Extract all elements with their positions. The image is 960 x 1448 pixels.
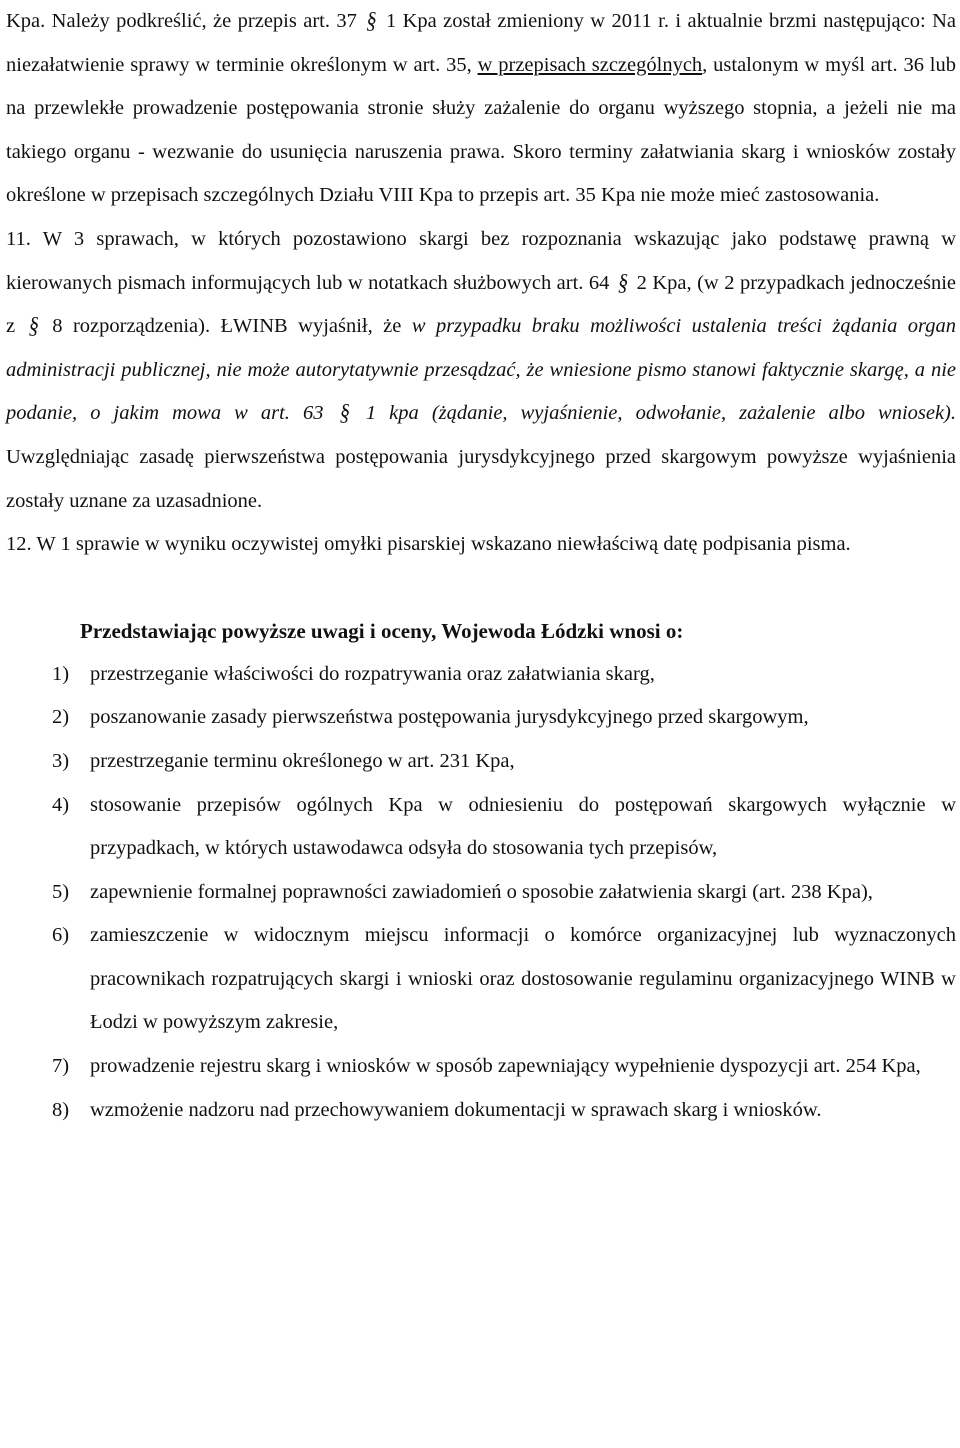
list-item <box>6 740 956 784</box>
document-page <box>6 0 956 1132</box>
list-item-number: 5) <box>52 880 70 903</box>
paragraph-12: 12. W 1 sprawie w wyniku oczywistej omyłki pisarskiej wskazano niewłaściwą datę podpisania pisma. <box>6 533 851 556</box>
section-symbol: § <box>28 313 39 339</box>
list-item-text: wzmożenie nadzoru nad przechowywaniem dokumentacji w sprawach skarg i wniosków. <box>90 1098 822 1121</box>
list-item <box>6 784 956 871</box>
list-item <box>6 1089 956 1133</box>
list-item-number: 3) <box>52 749 70 772</box>
section-symbol: § <box>339 400 350 426</box>
recommendations-list <box>6 653 956 1133</box>
list-item <box>6 871 956 915</box>
list-item-number: 1) <box>52 662 70 685</box>
p2-text-b: 2 Kpa, (w 2 przypadkach jednocześnie z <box>6 271 957 338</box>
list-item <box>6 653 956 697</box>
paragraph-11 <box>6 218 956 523</box>
list-item-text: zamieszczenie w widocznym miejscu informacji o komórce organizacyjnej lub wyznaczonych pracownikach rozpatrujących skargi i wnioski oraz dostosowanie regulaminu organizacyjnego WINB w Łodzi w powyższym zakresie, <box>90 924 956 1034</box>
list-item-text: prowadzenie rejestru skarg i wniosków w sposób zapewniający wypełnienie dyspozycji art. 254 Kpa, <box>90 1055 921 1078</box>
p1-text-a: Kpa. Należy podkreślić, że przepis art. 37 <box>6 10 357 32</box>
list-item-number: 4) <box>52 793 70 816</box>
section-symbol: § <box>366 8 377 34</box>
list-item <box>6 1045 956 1089</box>
p1-underlined-text: w przepisach szczególnych <box>477 53 703 76</box>
conclusions-heading: Przedstawiając powyższe uwagi i oceny, Wojewoda Łódzki wnosi o: <box>80 618 684 643</box>
p1-text-b: 1 Kpa został zmieniony w 2011 r. i aktualnie brzmi następująco: Na niezałatwienie sprawy w terminie określonym w art. 35, <box>6 10 956 76</box>
list-item-text: stosowanie przepisów ogólnych Kpa w odniesieniu do postępowań skargowych wyłącznie w przypadkach, w których ustawodawca odsyła do stosowania tych przepisów, <box>90 793 956 860</box>
spacer <box>6 567 956 610</box>
paragraph-kpa-art-37 <box>6 0 956 218</box>
p2-italic-quote: w przypadku braku możliwości ustalenia treści żądania organ administracji publicznej, nie może autorytatywnie przesądzać, że wniesione pismo stanowi faktycznie skargę, a nie podanie, o jakim mowa w art. 63 <box>6 315 957 425</box>
p2-text-c: 8 rozporządzenia). ŁWINB wyjaśnił, że <box>52 315 402 338</box>
list-item-text: przestrzeganie właściwości do rozpatrywania oraz załatwiania skarg, <box>90 662 655 685</box>
list-item-number: 6) <box>52 924 70 947</box>
list-item <box>6 696 956 740</box>
list-item-text: poszanowanie zasady pierwszeństwa postępowania jurysdykcyjnego przed skargowym, <box>90 706 809 729</box>
p2-text-f: Uwzględniając zasadę pierwszeństwa postępowania jurysdykcyjnego przed skargowym powyższe wyjaśnienia zostały uznane za uzasadnione. <box>6 445 956 512</box>
list-item-text: zapewnienie formalnej poprawności zawiadomień o sposobie załatwienia skargi (art. 238 Kpa), <box>90 880 873 903</box>
p2-text-a: 11. W 3 sprawach, w których pozostawiono skargi bez rozpoznania wskazując jako podstawę prawną w kierowanych pismach informujących lub w notatkach służbowych art. 64 <box>6 227 956 294</box>
section-symbol: § <box>617 269 629 296</box>
list-item-number: 7) <box>52 1055 70 1078</box>
p1-text-d: , ustalonym w myśl art. 36 lub na przewlekłe prowadzenie postępowania stronie służy zażalenie do organu wyższego stopnia, a jeżeli nie ma takiego organu - wezwanie do usunięcia naruszenia prawa. Skoro terminy załatwiania skarg i wniosków zostały określone w przepisach szczególnych Działu VIII Kpa to przepis art. 35 Kpa nie może mieć zastosowania. <box>6 53 956 207</box>
list-item-number: 8) <box>52 1098 70 1121</box>
p2-italic-quote-end: 1 kpa (żądanie, wyjaśnienie, odwołanie, zażalenie albo wniosek). <box>365 402 957 425</box>
list-item-text: przestrzeganie terminu określonego w art. 231 Kpa, <box>90 749 515 772</box>
list-item-number: 2) <box>52 706 70 729</box>
list-item <box>6 914 956 1045</box>
